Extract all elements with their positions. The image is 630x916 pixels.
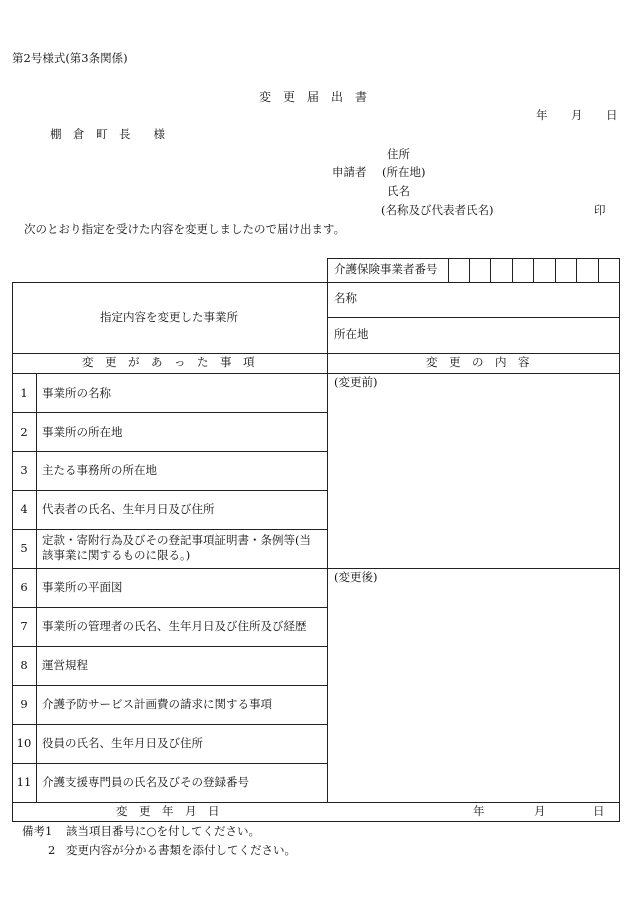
insurer-number-label: 介護保険事業者番号 <box>334 262 438 276</box>
item-number: 6 <box>20 580 28 594</box>
item-number: 5 <box>20 541 28 555</box>
item-number: 9 <box>20 697 28 711</box>
item-number: 7 <box>20 619 28 633</box>
item-number: 2 <box>20 425 28 439</box>
item-number: 10 <box>16 736 32 750</box>
applicant-label: 申請者 <box>332 165 367 179</box>
applicant-address-label: 住所 <box>387 147 410 161</box>
note-1: 該当項目番号に○を付してください。 <box>66 824 261 838</box>
change-date-month: 月 <box>534 804 546 818</box>
item-number: 11 <box>16 775 32 789</box>
item-number: 8 <box>20 658 28 672</box>
office-name-label: 名称 <box>334 291 357 305</box>
item-text: 介護支援専門員の氏名及びその登録番号 <box>42 775 249 789</box>
date-day: 日 <box>606 108 618 122</box>
form-number: 第2号様式(第3条関係) <box>12 51 128 65</box>
item-text-continued: 該事業に関するものに限る。) <box>42 548 191 562</box>
applicant-name-label: 氏名 <box>387 184 410 198</box>
change-date-day: 日 <box>593 804 605 818</box>
after-label: (変更後) <box>334 570 378 584</box>
note-2-number: 2 <box>48 843 56 857</box>
page-title: 変 更 届 出 書 <box>259 90 368 104</box>
change-content-header: 変 更 の 内 容 <box>426 355 530 369</box>
change-date-year: 年 <box>473 804 485 818</box>
change-date-label: 変 更 年 月 日 <box>116 804 220 818</box>
applicant-location-label: (所在地) <box>382 165 426 179</box>
item-text: 事業所の所在地 <box>42 425 123 439</box>
office-label: 指定内容を変更した事業所 <box>100 310 238 324</box>
item-text: 役員の氏名、生年月日及び住所 <box>42 736 203 750</box>
applicant-name-note: (名称及び代表者氏名) <box>381 203 494 217</box>
item-text: 定款・寄附行為及びその登記事項証明書・条例等(当 <box>42 533 311 547</box>
item-text: 事業所の名称 <box>42 386 111 400</box>
office-address-label: 所在地 <box>334 327 369 341</box>
item-number: 1 <box>20 386 28 400</box>
item-text: 主たる事務所の所在地 <box>42 463 157 477</box>
intro-text: 次のとおり指定を受けた内容を変更しましたので届け出ます。 <box>24 222 346 236</box>
seal-mark: 印 <box>594 203 606 217</box>
note-2: 変更内容が分かる書類を添付してください。 <box>66 843 296 857</box>
addressee: 棚 倉 町 長 様 <box>50 127 165 141</box>
item-text: 介護予防サービス計画費の請求に関する事項 <box>42 697 272 711</box>
item-number: 4 <box>20 502 28 516</box>
item-text: 事業所の管理者の氏名、生年月日及び住所及び経歴 <box>42 619 307 633</box>
date-year: 年 <box>536 108 548 122</box>
notes-label: 備考1 <box>22 824 53 838</box>
item-text: 運営規程 <box>42 658 88 672</box>
item-text: 代表者の氏名、生年月日及び住所 <box>42 502 215 516</box>
date-month: 月 <box>571 108 583 122</box>
changed-items-header: 変 更 が あ っ た 事 項 <box>82 355 255 369</box>
before-label: (変更前) <box>334 375 378 389</box>
item-number: 3 <box>20 463 28 477</box>
item-text: 事業所の平面図 <box>42 580 123 594</box>
